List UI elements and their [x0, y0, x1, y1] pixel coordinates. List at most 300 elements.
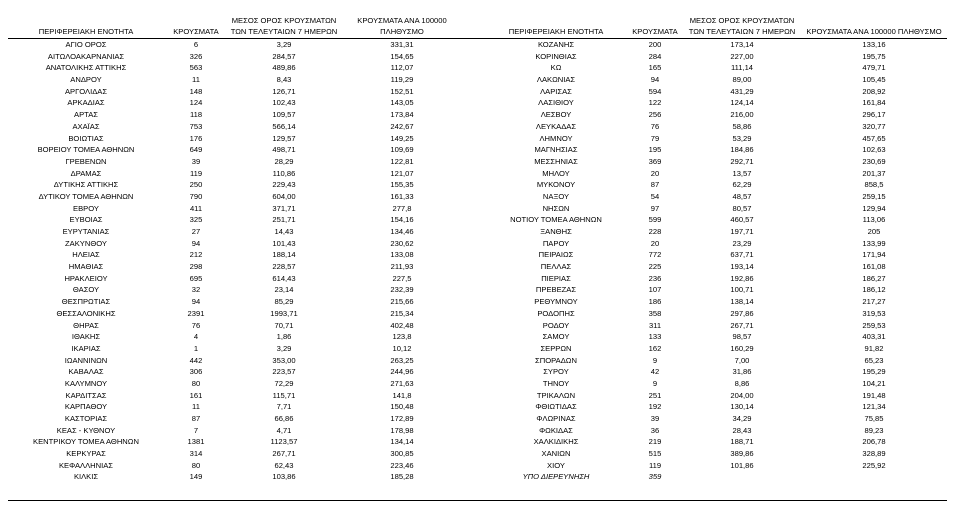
- per-100k-cell: 75,85: [864, 414, 884, 423]
- avg-7-days-cell: 184,86: [730, 145, 754, 155]
- per-100k-cell: 143,05: [390, 98, 414, 108]
- table-row: [481, 238, 947, 250]
- per-100k-cell: 154,65: [390, 51, 414, 61]
- region-cell: ΛΑΚΩΝΙΑΣ: [536, 75, 576, 85]
- per-100k-cell: 186,27: [862, 273, 886, 283]
- region-cell: ΚΙΛΚΙΣ: [73, 472, 99, 482]
- per-100k-cell: 271,63: [390, 378, 414, 388]
- avg-7-days-cell: 98,57: [732, 332, 752, 342]
- cases-cell: 359: [648, 472, 662, 482]
- per-100k-cell: 185,28: [390, 472, 414, 482]
- header-cases: ΚΡΟΥΣΜΑΤΑ: [173, 26, 219, 36]
- region-cell: ΣΥΡΟΥ: [543, 367, 569, 377]
- region-cell: ΝΟΤΙΟΥ ΤΟΜΕΑ ΑΘΗΝΩΝ: [510, 215, 602, 225]
- per-100k-cell: 195,29: [862, 367, 886, 377]
- cases-cell: 599: [648, 215, 662, 225]
- per-100k-cell: 133,08: [390, 250, 414, 260]
- per-100k-cell: 134,14: [390, 437, 414, 447]
- cases-cell: 94: [191, 297, 201, 307]
- table-row: [481, 74, 947, 86]
- per-100k-cell: 232,39: [390, 285, 414, 295]
- cases-cell: 122: [648, 98, 662, 108]
- table-row: [481, 133, 947, 145]
- per-100k-cell: 89,23: [864, 425, 884, 435]
- region-cell: ΚΑΣΤΟΡΙΑΣ: [64, 414, 108, 423]
- region-cell: ΗΛΕΙΑΣ: [72, 250, 100, 260]
- region-cell: ΗΡΑΚΛΕΙΟΥ: [64, 273, 108, 283]
- region-cell: ΜΕΣΣΗΝΙΑΣ: [534, 156, 578, 166]
- cases-cell: 251: [648, 390, 662, 400]
- cases-cell: 36: [650, 425, 660, 435]
- per-100k-cell: 296,17: [862, 110, 886, 120]
- per-100k-cell: 191,48: [862, 390, 886, 400]
- table-row: [8, 308, 482, 320]
- avg-7-days-cell: 193,14: [730, 262, 754, 272]
- per-100k-cell: 230,69: [862, 156, 886, 166]
- header-avg-7-days: ΜΕΣΟΣ ΟΡΟΣ ΚΡΟΥΣΜΑΤΩΝ ΤΩΝ ΤΕΛΕΥΤΑΙΩΝ 7 ΗΜΕΡΩΝ: [688, 16, 796, 36]
- region-cell: ΧΑΛΚΙΔΙΚΗΣ: [533, 437, 579, 447]
- right-table-body: [481, 39, 947, 483]
- per-100k-cell: 259,53: [862, 320, 886, 330]
- table-row: [481, 320, 947, 332]
- region-cell: ΛΕΥΚΑΔΑΣ: [535, 121, 577, 131]
- table-row: [8, 390, 482, 402]
- avg-7-days-cell: 66,86: [274, 414, 294, 423]
- cases-cell: 107: [648, 285, 662, 295]
- table-row: [481, 355, 947, 367]
- region-cell: ΚΕΝΤΡΙΚΟΥ ΤΟΜΕΑ ΑΘΗΝΩΝ: [33, 437, 139, 447]
- cases-cell: 11: [192, 402, 200, 412]
- cases-cell: 87: [191, 414, 201, 423]
- region-cell: ΦΛΩΡΙΝΑΣ: [536, 414, 576, 423]
- avg-7-days-cell: 637,71: [730, 250, 754, 260]
- avg-7-days-cell: 126,71: [272, 86, 296, 96]
- cases-cell: 124: [189, 98, 203, 108]
- avg-7-days-cell: 188,14: [272, 250, 296, 260]
- cases-cell: 79: [650, 133, 660, 143]
- cases-cell: 6: [193, 40, 199, 49]
- region-cell: ΚΩ: [550, 63, 562, 73]
- avg-7-days-cell: 228,57: [272, 262, 296, 272]
- per-100k-cell: 161,84: [862, 98, 886, 108]
- left-table-header: [8, 2, 482, 39]
- cases-cell: 1381: [187, 437, 205, 447]
- per-100k-cell: 155,35: [390, 180, 414, 190]
- region-cell: ΦΘΙΩΤΙΔΑΣ: [535, 402, 577, 412]
- region-cell: ΑΡΤΑΣ: [74, 110, 98, 120]
- table-row: [8, 179, 482, 191]
- per-100k-cell: 119,29: [390, 75, 414, 85]
- region-cell: ΘΕΣΣΑΛΟΝΙΚΗΣ: [56, 308, 116, 318]
- cases-cell: 369: [648, 156, 662, 166]
- cases-cell: 176: [189, 133, 203, 143]
- region-cell: ΜΥΚΟΝΟΥ: [536, 180, 576, 190]
- cases-cell: 695: [189, 273, 203, 283]
- per-100k-cell: 208,92: [862, 86, 886, 96]
- avg-7-days-cell: 188,71: [730, 437, 754, 447]
- table-row: [481, 97, 947, 109]
- table-row: [481, 436, 947, 448]
- avg-7-days-cell: 216,00: [730, 110, 754, 120]
- cases-cell: 87: [650, 180, 660, 190]
- cases-cell: 411: [189, 203, 203, 213]
- avg-7-days-cell: 8,86: [734, 378, 750, 388]
- region-cell: ΒΟΡΕΙΟΥ ΤΟΜΕΑ ΑΘΗΝΩΝ: [37, 145, 135, 155]
- per-100k-cell: 133,16: [862, 40, 886, 49]
- cases-cell: 325: [189, 215, 203, 225]
- avg-7-days-cell: 101,86: [730, 460, 754, 470]
- per-100k-cell: 320,77: [862, 121, 886, 131]
- avg-7-days-cell: 28,29: [274, 156, 294, 166]
- cases-cell: 80: [191, 378, 201, 388]
- avg-7-days-cell: 13,57: [732, 168, 752, 178]
- per-100k-cell: 223,46: [390, 460, 414, 470]
- table-row: [481, 284, 947, 296]
- region-cell: ΞΑΝΘΗΣ: [540, 227, 572, 236]
- avg-7-days-cell: 223,57: [272, 367, 296, 377]
- per-100k-cell: 65,23: [864, 355, 884, 365]
- avg-7-days-cell: 498,71: [272, 145, 296, 155]
- table-row: [481, 203, 947, 215]
- table-row: [8, 121, 482, 133]
- per-100k-cell: 479,71: [862, 63, 886, 73]
- avg-7-days-cell: 103,86: [272, 472, 296, 482]
- per-100k-cell: 225,92: [862, 460, 886, 470]
- table-row: [481, 86, 947, 98]
- cases-cell: 186: [648, 297, 662, 307]
- cases-cell: 9: [652, 355, 658, 365]
- table-row: [481, 191, 947, 203]
- table-row: [8, 97, 482, 109]
- table-row: [8, 62, 482, 74]
- avg-7-days-cell: 72,29: [274, 378, 294, 388]
- per-100k-cell: 402,48: [390, 320, 414, 330]
- avg-7-days-cell: 124,14: [730, 98, 754, 108]
- avg-7-days-cell: 173,14: [730, 40, 754, 49]
- region-cell: ΗΜΑΘΙΑΣ: [68, 262, 104, 272]
- right-table: [481, 2, 947, 483]
- avg-7-days-cell: 23,14: [274, 285, 294, 295]
- avg-7-days-cell: 389,86: [730, 449, 754, 459]
- table-row: [8, 109, 482, 121]
- per-100k-cell: 457,65: [862, 133, 886, 143]
- cases-cell: 20: [650, 238, 660, 248]
- avg-7-days-cell: 7,71: [276, 402, 292, 412]
- avg-7-days-cell: 229,43: [272, 180, 296, 190]
- avg-7-days-cell: 31,86: [732, 367, 752, 377]
- per-100k-cell: 319,53: [862, 308, 886, 318]
- table-row: [481, 425, 947, 437]
- per-100k-cell: 227,5: [392, 273, 412, 283]
- per-100k-cell: 10,12: [392, 343, 412, 353]
- per-100k-cell: 134,46: [390, 227, 414, 236]
- cases-cell: 119: [648, 460, 662, 470]
- cases-cell: 94: [650, 75, 660, 85]
- cases-cell: 42: [650, 367, 660, 377]
- avg-7-days-cell: 14,43: [274, 227, 294, 236]
- table-row: [481, 296, 947, 308]
- table-row: [8, 74, 482, 86]
- table-row: [8, 355, 482, 367]
- per-100k-cell: 186,12: [862, 285, 886, 295]
- cases-cell: 772: [648, 250, 662, 260]
- avg-7-days-cell: 23,29: [732, 238, 752, 248]
- avg-7-days-cell: 89,00: [732, 75, 752, 85]
- cases-cell: 7: [193, 425, 199, 435]
- avg-7-days-cell: 62,29: [732, 180, 752, 190]
- table-row: [8, 343, 482, 355]
- table-row: [8, 238, 482, 250]
- avg-7-days-cell: 111,14: [730, 63, 754, 73]
- table-row: [481, 273, 947, 285]
- cases-cell: 594: [648, 86, 662, 96]
- per-100k-cell: 206,78: [862, 437, 886, 447]
- avg-7-days-cell: 460,57: [730, 215, 754, 225]
- table-row: [8, 191, 482, 203]
- region-cell: ΤΡΙΚΑΛΩΝ: [536, 390, 576, 400]
- header-avg-7-days: ΜΕΣΟΣ ΟΡΟΣ ΚΡΟΥΣΜΑΤΩΝ ΤΩΝ ΤΕΛΕΥΤΑΙΩΝ 7 ΗΜΕΡΩΝ: [230, 16, 338, 36]
- region-cell: ΧΑΝΙΩΝ: [541, 449, 571, 459]
- cases-cell: 225: [648, 262, 662, 272]
- region-cell: ΕΒΡΟΥ: [73, 203, 99, 213]
- header-cases: ΚΡΟΥΣΜΑΤΑ: [632, 26, 678, 36]
- region-cell: ΛΗΜΝΟΥ: [539, 133, 573, 143]
- region-cell: ΛΕΣΒΟΥ: [540, 110, 572, 120]
- per-100k-cell: 195,75: [862, 51, 886, 61]
- per-100k-cell: 259,15: [862, 191, 886, 201]
- avg-7-days-cell: 58,86: [732, 121, 752, 131]
- left-table-body: [8, 39, 482, 483]
- avg-7-days-cell: 70,71: [274, 320, 294, 330]
- per-100k-cell: 104,21: [862, 378, 886, 388]
- region-cell: ΛΑΡΙΣΑΣ: [540, 86, 572, 96]
- table-row: [8, 261, 482, 273]
- avg-7-days-cell: 8,43: [276, 75, 292, 85]
- avg-7-days-cell: 48,57: [732, 191, 752, 201]
- table-row: [8, 425, 482, 437]
- cases-cell: 9: [652, 378, 658, 388]
- cases-cell: 39: [650, 414, 660, 423]
- per-100k-cell: 102,63: [862, 145, 886, 155]
- per-100k-cell: 171,94: [862, 250, 886, 260]
- table-row: [8, 296, 482, 308]
- cases-cell: 200: [648, 40, 662, 49]
- per-100k-cell: 201,37: [862, 168, 886, 178]
- per-100k-cell: 129,94: [862, 203, 886, 213]
- region-cell: ΤΗΝΟΥ: [542, 378, 570, 388]
- region-cell: ΛΑΣΙΘΙΟΥ: [538, 98, 574, 108]
- table-row: [481, 366, 947, 378]
- table-row: [481, 308, 947, 320]
- table-row: [481, 144, 947, 156]
- table-row: [481, 460, 947, 472]
- avg-7-days-cell: 204,00: [730, 390, 754, 400]
- avg-7-days-cell: 297,86: [730, 308, 754, 318]
- table-row: [481, 261, 947, 273]
- table-row: [481, 62, 947, 74]
- table-row: [481, 249, 947, 261]
- avg-7-days-cell: 1993,71: [270, 308, 298, 318]
- avg-7-days-cell: 109,57: [272, 110, 296, 120]
- avg-7-days-cell: 1123,57: [270, 437, 298, 447]
- cases-cell: 753: [189, 121, 203, 131]
- table-row: [8, 273, 482, 285]
- table-row: [8, 203, 482, 215]
- cases-cell: 1: [193, 343, 199, 353]
- table-row: [481, 448, 947, 460]
- cases-cell: 219: [648, 437, 662, 447]
- per-100k-cell: 105,45: [862, 75, 886, 85]
- table-row: [8, 133, 482, 145]
- table-row: [8, 249, 482, 261]
- region-cell: ΜΗΛΟΥ: [542, 168, 570, 178]
- header-per-100k: ΚΡΟΥΣΜΑΤΑ ΑΝΑ 100000 ΠΛΗΘΥΣΜΟ: [357, 16, 447, 36]
- avg-7-days-cell: 85,29: [274, 297, 294, 307]
- per-100k-cell: 211,93: [390, 262, 414, 272]
- table-row: [481, 390, 947, 402]
- avg-7-days-cell: 100,71: [730, 285, 754, 295]
- region-cell: ΣΠΟΡΑΔΩΝ: [535, 355, 577, 365]
- region-cell: ΚΕΑΣ - ΚΥΘΝΟΥ: [56, 425, 116, 435]
- region-cell: ΔΡΑΜΑΣ: [70, 168, 102, 178]
- avg-7-days-cell: 292,71: [730, 156, 754, 166]
- cases-cell: 32: [191, 285, 201, 295]
- per-100k-cell: 109,69: [390, 145, 414, 155]
- per-100k-cell: 123,8: [392, 332, 412, 342]
- avg-7-days-cell: 115,71: [272, 390, 296, 400]
- cases-cell: 358: [648, 308, 662, 318]
- per-100k-cell: 122,81: [390, 156, 414, 166]
- region-cell: ΡΟΔΟΠΗΣ: [537, 308, 575, 318]
- per-100k-cell: 328,89: [862, 449, 886, 459]
- cases-cell: 515: [648, 449, 662, 459]
- table-row: [481, 226, 947, 238]
- cases-cell: 228: [648, 227, 662, 236]
- region-cell: ΠΕΙΡΑΙΩΣ: [538, 250, 574, 260]
- avg-7-days-cell: 3,29: [276, 343, 292, 353]
- per-100k-cell: 113,06: [862, 215, 886, 225]
- region-cell: ΜΑΓΝΗΣΙΑΣ: [534, 145, 578, 155]
- per-100k-cell: 173,84: [390, 110, 414, 120]
- avg-7-days-cell: 110,86: [272, 168, 296, 178]
- avg-7-days-cell: 102,43: [272, 98, 296, 108]
- region-cell: ΑΝΑΤΟΛΙΚΗΣ ΑΤΤΙΚΗΣ: [45, 63, 127, 73]
- table-row: [481, 168, 947, 180]
- table-row: [8, 401, 482, 413]
- cases-cell: 149: [189, 472, 203, 482]
- region-cell: ΑΙΤΩΛΟΑΚΑΡΝΑΝΙΑΣ: [47, 51, 125, 61]
- avg-7-days-cell: 53,29: [732, 133, 752, 143]
- avg-7-days-cell: 566,14: [272, 121, 296, 131]
- region-cell: ΚΕΦΑΛΛΗΝΙΑΣ: [58, 460, 114, 470]
- table-row: [8, 378, 482, 390]
- per-100k-cell: 141,8: [392, 390, 412, 400]
- avg-7-days-cell: 604,00: [272, 191, 296, 201]
- cases-cell: 162: [648, 343, 662, 353]
- avg-7-days-cell: 7,00: [734, 355, 750, 365]
- header-per-100k: ΚΡΟΥΣΜΑΤΑ ΑΝΑ 100000 ΠΛΗΘΥΣΜΟ: [806, 26, 942, 36]
- cases-cell: 54: [650, 191, 660, 201]
- table-row: [8, 413, 482, 425]
- region-cell: ΚΑΡΔΙΤΣΑΣ: [65, 390, 107, 400]
- cases-cell: 2391: [187, 308, 205, 318]
- cases-cell: 165: [648, 63, 662, 73]
- per-100k-cell: 161,08: [862, 262, 886, 272]
- region-cell: ΑΡΓΟΛΙΔΑΣ: [64, 86, 108, 96]
- cases-cell: 195: [648, 145, 662, 155]
- per-100k-cell: 242,67: [390, 121, 414, 131]
- avg-7-days-cell: 160,29: [730, 343, 754, 353]
- cases-cell: 133: [648, 332, 662, 342]
- region-cell: ΚΑΡΠΑΘΟΥ: [64, 402, 108, 412]
- table-row: [481, 343, 947, 355]
- cases-cell: 11: [192, 75, 200, 85]
- per-100k-cell: 403,31: [862, 332, 886, 342]
- per-100k-cell: 133,99: [862, 238, 886, 248]
- avg-7-days-cell: 80,57: [732, 203, 752, 213]
- avg-7-days-cell: 138,14: [730, 297, 754, 307]
- cases-cell: 76: [191, 320, 201, 330]
- cases-cell: 256: [648, 110, 662, 120]
- table-row: [481, 378, 947, 390]
- table-row: [8, 144, 482, 156]
- region-cell: ΚΕΡΚΥΡΑΣ: [66, 449, 106, 459]
- avg-7-days-cell: 34,29: [732, 414, 752, 423]
- cases-cell: 20: [650, 168, 660, 178]
- region-cell: ΠΕΛΛΑΣ: [540, 262, 572, 272]
- region-cell: ΘΗΡΑΣ: [73, 320, 99, 330]
- region-cell: ΑΡΚΑΔΙΑΣ: [67, 98, 105, 108]
- table-row: [481, 51, 947, 63]
- region-cell: ΑΝΔΡΟΥ: [70, 75, 102, 85]
- region-cell: ΒΟΙΩΤΙΑΣ: [68, 133, 104, 143]
- region-cell: ΦΩΚΙΔΑΣ: [539, 425, 573, 435]
- cases-cell: 4: [193, 332, 199, 342]
- avg-7-days-cell: 614,43: [272, 273, 296, 283]
- cases-cell: 563: [189, 63, 203, 73]
- cases-cell: 27: [191, 227, 201, 236]
- region-cell: ΚΑΒΑΛΑΣ: [68, 367, 104, 377]
- region-cell: ΕΥΒΟΙΑΣ: [69, 215, 103, 225]
- avg-7-days-cell: 197,71: [730, 227, 754, 236]
- avg-7-days-cell: 28,43: [732, 425, 752, 435]
- cases-cell: 250: [189, 180, 203, 190]
- region-cell: ΘΕΣΠΡΩΤΙΑΣ: [61, 297, 111, 307]
- cases-cell: 119: [189, 168, 203, 178]
- cases-cell: 118: [189, 110, 203, 120]
- avg-7-days-cell: 489,86: [272, 63, 296, 73]
- cases-cell: 39: [191, 156, 201, 166]
- per-100k-cell: 121,07: [390, 168, 414, 178]
- per-100k-cell: 215,66: [390, 297, 414, 307]
- region-cell: ΔΥΤΙΚΗΣ ΑΤΤΙΚΗΣ: [53, 180, 119, 190]
- region-cell: ΖΑΚΥΝΘΟΥ: [65, 238, 107, 248]
- table-row: [481, 401, 947, 413]
- table-row: [8, 156, 482, 168]
- avg-7-days-cell: 284,57: [272, 51, 296, 61]
- cases-cell: 442: [189, 355, 203, 365]
- per-100k-cell: 150,48: [390, 402, 414, 412]
- region-cell: ΙΘΑΚΗΣ: [71, 332, 101, 342]
- avg-7-days-cell: 101,43: [272, 238, 296, 248]
- cases-cell: 314: [189, 449, 203, 459]
- per-100k-cell: 178,98: [390, 425, 414, 435]
- region-cell: ΑΓΙΟ ΟΡΟΣ: [65, 40, 107, 49]
- region-cell: ΓΡΕΒΕΝΩΝ: [65, 156, 107, 166]
- avg-7-days-cell: 4,71: [276, 425, 292, 435]
- region-cell: ΡΕΘΥΜΝΟΥ: [534, 297, 578, 307]
- avg-7-days-cell: 129,57: [272, 133, 296, 143]
